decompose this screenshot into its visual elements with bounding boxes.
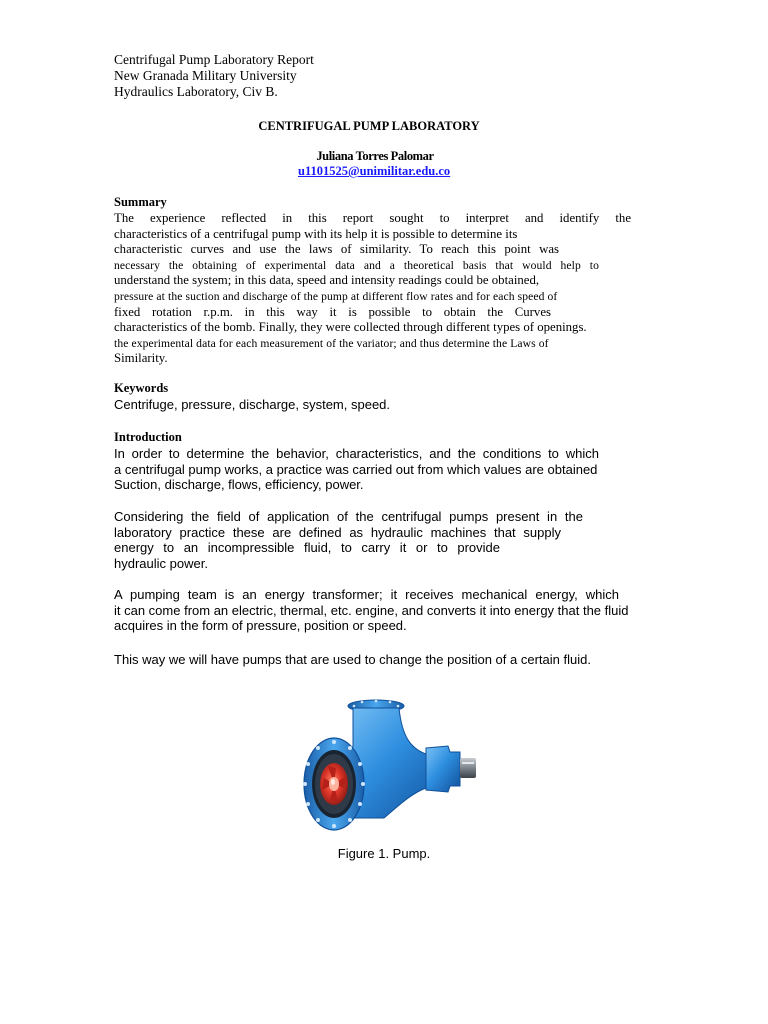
header-line-report: Centrifugal Pump Laboratory Report <box>114 52 314 67</box>
centrifugal-pump-illustration <box>298 696 478 836</box>
summary-line: understand the system; in this data, speed and intensity readings could be obtained, <box>114 273 540 288</box>
summary-text <box>114 211 631 367</box>
motor-shaft <box>460 758 476 778</box>
paragraph-line: A pumping team is an energy transformer; it receives mechanical energy, which <box>114 587 619 602</box>
paragraph-line: In order to determine the behavior, characteristics, and the conditions to which <box>114 446 599 461</box>
document-title: CENTRIFUGAL PUMP LABORATORY <box>258 119 480 133</box>
paragraph-line: Considering the field of application of the centrifugal pumps present in the <box>114 509 583 524</box>
introduction-paragraph <box>114 587 636 634</box>
summary-line: Similarity. <box>114 351 168 366</box>
summary-line: characteristics of the bomb. Finally, they were collected through different types of openings. <box>114 320 587 335</box>
header-line-laboratory: Hydraulics Laboratory, Civ B. <box>114 84 278 99</box>
summary-line: The experience reflected in this report sought to interpret and identify the <box>114 211 631 225</box>
pump-figure <box>298 696 478 836</box>
paragraph-line: This way we will have pumps that are used to change the position of a certain fluid. <box>114 652 591 667</box>
introduction-paragraph <box>114 509 636 571</box>
introduction-paragraph <box>114 446 636 493</box>
author-email-link[interactable]: u1101525@unimilitar.edu.co <box>298 164 451 178</box>
paragraph-line: it can come from an electric, thermal, etc. engine, and converts it into energy that the fluid <box>114 602 629 618</box>
introduction-paragraph <box>114 652 636 668</box>
paragraph-line: acquires in the form of pressure, position or speed. <box>114 618 407 634</box>
keywords-list: Centrifuge, pressure, discharge, system, speed. <box>114 397 391 412</box>
paragraph-line: hydraulic power. <box>114 555 208 571</box>
paragraph-line: energy to an incompressible fluid, to carry it or to provide <box>114 540 500 556</box>
summary-line: pressure at the suction and discharge of the pump at different flow rates and for each speed of <box>114 289 558 303</box>
report-header <box>114 52 314 100</box>
author-name: Juliana Torres Palomar <box>316 149 434 163</box>
summary-line: fixed rotation r.p.m. in this way it is possible to obtain the Curves <box>114 304 551 319</box>
summary-heading: Summary <box>114 195 167 209</box>
summary-line: characteristics of a centrifugal pump with its help it is possible to determine its <box>114 226 518 241</box>
summary-line: necessary the obtaining of experimental data and a theoretical basis that would help to <box>114 258 599 272</box>
introduction-heading: Introduction <box>114 430 182 444</box>
summary-line: the experimental data for each measurement of the variator; and thus determine the Laws of <box>114 336 549 350</box>
keywords-heading: Keywords <box>114 381 169 395</box>
figure-caption: Figure 1. Pump. <box>337 846 431 861</box>
paragraph-line: Suction, discharge, flows, efficiency, power. <box>114 477 364 493</box>
paragraph-line: laboratory practice these are defined as hydraulic machines that supply <box>114 524 561 540</box>
header-line-university: New Granada Military University <box>114 68 297 83</box>
paragraph-line: a centrifugal pump works, a practice was carried out from which values are obtained <box>114 461 598 477</box>
bearing-housing <box>426 746 460 792</box>
summary-line: characteristic curves and use the laws of similarity. To reach this point was <box>114 242 559 257</box>
